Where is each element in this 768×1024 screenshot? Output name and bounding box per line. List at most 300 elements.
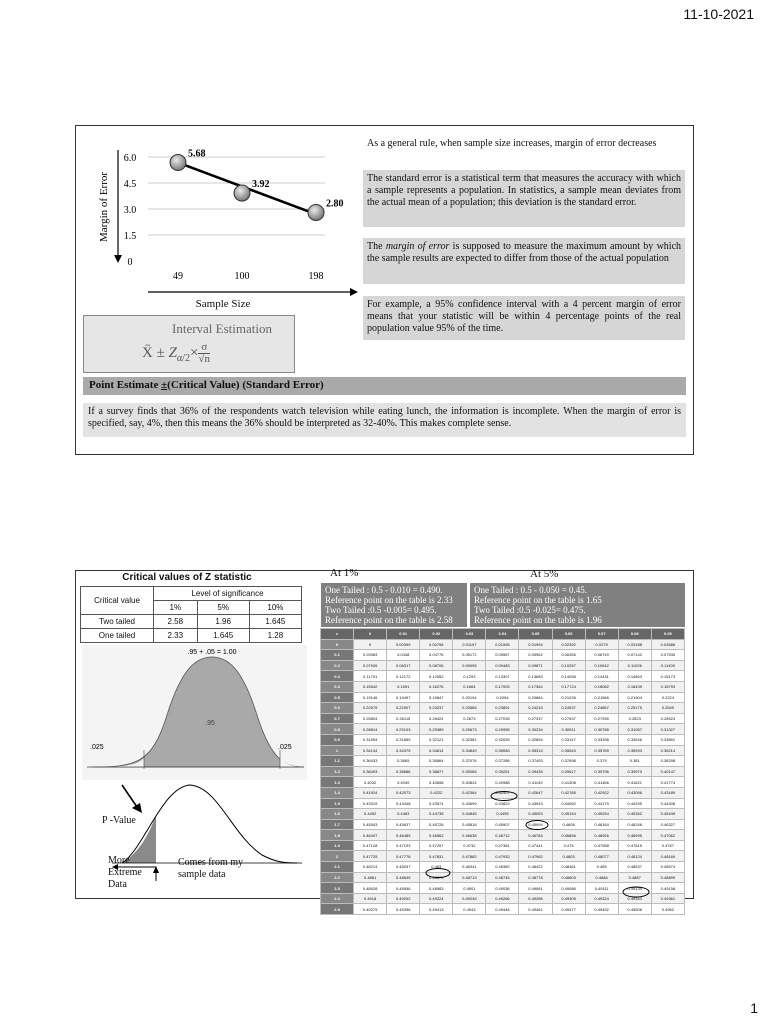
z-table-row-label: 0.5 — [321, 692, 354, 703]
z-table-cell: 0.0279 — [585, 639, 618, 650]
row-label: Two tailed — [81, 615, 154, 629]
y-tick-label: 3.0 — [123, 205, 137, 216]
z-table-cell: 0.48214 — [354, 862, 387, 873]
z-table-cell: 0.13307 — [486, 671, 519, 682]
z-table-cell: 0.34849 — [453, 745, 486, 756]
z-table-cell: 0.24537 — [552, 703, 585, 714]
z-table-cell: 0.12552 — [420, 671, 453, 682]
critical-values-table — [80, 586, 302, 643]
z-table-cell: 0.17003 — [486, 681, 519, 692]
z-table-row-label: 1.2 — [321, 766, 354, 777]
z-table-header-cell: 0.01 — [387, 629, 420, 640]
level-header: 5% — [197, 601, 249, 615]
z-table-cell: 0.38493 — [354, 766, 387, 777]
z-table-cell: 0.44062 — [552, 798, 585, 809]
level-header: 1% — [154, 601, 198, 615]
z-table-cell: 0.47882 — [453, 851, 486, 862]
z-table-header-cell: 0.09 — [651, 629, 684, 640]
z-table-cell: 0.4803 — [552, 851, 585, 862]
at-1-line: One Tailed : 0.5 - 0.010 = 0.490. — [325, 585, 443, 595]
z-table-cell: 0.32894 — [519, 734, 552, 745]
z-table-cell: 0.485 — [585, 862, 618, 873]
z-table-cell: 0.32381 — [453, 734, 486, 745]
z-table-row-label: 1.1 — [321, 756, 354, 767]
y-tick-label: 0 — [127, 257, 133, 268]
z-table-cell: 0.381 — [618, 756, 651, 767]
z-table-row-label: 1 — [321, 745, 354, 756]
z-table-cell: 0.49343 — [618, 893, 651, 904]
z-table-cell: 0.30234 — [519, 724, 552, 735]
z-table-cell: 0.4732 — [453, 840, 486, 851]
z-table-cell: 0.11409 — [651, 660, 684, 671]
z-table-cell: 0.46784 — [519, 830, 552, 841]
z-table-cell: 0.40988 — [486, 777, 519, 788]
formula-sqrt-n: √n — [198, 353, 210, 365]
z-table-row-label: 1.6 — [321, 809, 354, 820]
z-table-cell: 0.2224 — [651, 692, 684, 703]
formula-xbar: X̄ — [142, 344, 153, 361]
z-table-cell: 0.4901 — [453, 883, 486, 894]
z-table-cell: 0.4887 — [618, 872, 651, 883]
z-table-cell: 0.475 — [552, 840, 585, 851]
formula-pm: ± — [152, 344, 169, 361]
z-table-cell: 0.4884 — [585, 872, 618, 883]
z-table-cell: 0.47441 — [519, 840, 552, 851]
z-table-cell: 0.49086 — [552, 883, 585, 894]
z-table-row-label: 0.1 — [321, 650, 354, 661]
data-label: 2.80 — [326, 198, 344, 210]
z-table-cell: 0.41621 — [618, 777, 651, 788]
two-tailed-bell-curve — [82, 645, 307, 780]
z-table-cell: 0.07142 — [618, 650, 651, 661]
z-table-header-cell: 0.06 — [552, 629, 585, 640]
z-table-cell: 0.45637 — [387, 819, 420, 830]
z-table-cell: 0.34134 — [354, 745, 387, 756]
z-table-cell: 0.01994 — [519, 639, 552, 650]
crit-cell: 1.96 — [197, 615, 249, 629]
z-table-cell: 0.48983 — [420, 883, 453, 894]
y-axis-label: Margin of Error — [98, 171, 110, 243]
point-estimate-post: (Critical Value) (Standard Error) — [167, 379, 324, 391]
formula-fraction — [198, 342, 210, 365]
z-table-cell: 0.42073 — [387, 787, 420, 798]
z-table-cell: 0.40824 — [453, 777, 486, 788]
z-table-cell: 0.48645 — [387, 872, 420, 883]
z-table-cell: 0.45818 — [453, 819, 486, 830]
z-table-cell: 0.42647 — [519, 787, 552, 798]
margin-of-error-text — [363, 238, 685, 284]
z-table-cell: 0.4952 — [651, 904, 684, 915]
z-table-cell: 0.45449 — [651, 809, 684, 820]
z-table-cell: 0.27637 — [552, 713, 585, 724]
z-table-cell: 0.22907 — [387, 703, 420, 714]
z-table-cell: 0.45543 — [354, 819, 387, 830]
z-table-cell: 0.46995 — [618, 830, 651, 841]
data-label: 5.68 — [188, 148, 206, 160]
z-table-cell: 0.14431 — [585, 671, 618, 682]
z-table-cell: 0.09095 — [453, 660, 486, 671]
z-table-cell: 0.48124 — [618, 851, 651, 862]
z-table-cell: 0.49036 — [486, 883, 519, 894]
circle-0-4901 — [426, 869, 450, 878]
z-table-cell: 0.37698 — [552, 756, 585, 767]
z-table-cell: 0.48956 — [387, 883, 420, 894]
z-table-cell: 0.3665 — [387, 756, 420, 767]
z-table-cell: 0.28814 — [354, 724, 387, 735]
y-tick-label: 4.5 — [123, 179, 137, 190]
at-5-line: Two Tailed :0.5 -0.025= 0.475. — [474, 605, 586, 615]
z-table-cell: 0.44845 — [453, 809, 486, 820]
z-table-cell: 0.03983 — [354, 650, 387, 661]
z-table-cell: 0.39617 — [552, 766, 585, 777]
z-table-cell: 0.44408 — [651, 798, 684, 809]
bell-left-tail-label: .025 — [90, 744, 104, 751]
z-table-cell: 0.06749 — [585, 650, 618, 661]
z-table-cell: 0.49361 — [651, 893, 684, 904]
z-table-cell: 0.49379 — [354, 904, 387, 915]
circle-0-49506 — [623, 887, 649, 897]
point-estimate-pm: ± — [161, 379, 168, 391]
z-table-row-label: 2 — [321, 851, 354, 862]
point-estimate-pre: Point Estimate — [89, 379, 162, 391]
z-table-cell: 0.29673 — [453, 724, 486, 735]
z-table-cell: 0.28524 — [651, 713, 684, 724]
z-table-cell: 0.33646 — [618, 734, 651, 745]
z-table-cell: 0.01197 — [453, 639, 486, 650]
z-table-cell: 0.40147 — [651, 766, 684, 777]
interval-estimation-box — [83, 315, 295, 373]
y-tick-label: 6.0 — [123, 153, 137, 164]
z-table-cell: 0.09483 — [486, 660, 519, 671]
z-table-cell: 0.38298 — [651, 756, 684, 767]
z-table-cell: 0.41466 — [585, 777, 618, 788]
z-table-header-cell: 0.08 — [618, 629, 651, 640]
z-table-cell: 0.49286 — [519, 893, 552, 904]
z-table-cell: 0.00399 — [387, 639, 420, 650]
z-table-cell: 0.37493 — [519, 756, 552, 767]
z-table-cell: 0.48679 — [420, 872, 453, 883]
y-tick-label: 1.5 — [123, 231, 137, 242]
z-table-row-label: 0.4 — [321, 681, 354, 692]
z-table-cell: 0.12172 — [387, 671, 420, 682]
z-table-cell: 0.00798 — [420, 639, 453, 650]
z-table-row-label: 0.6 — [321, 703, 354, 714]
z-table-cell: 0.45154 — [552, 809, 585, 820]
formula-subscript: α/2 — [176, 352, 190, 364]
z-table-header-cell: 0.02 — [420, 629, 453, 640]
z-table-cell: 0.48461 — [552, 862, 585, 873]
z-table-cell: 0.25804 — [354, 713, 387, 724]
y-axis-arrowhead — [114, 255, 122, 263]
data-point — [308, 204, 324, 220]
z-table-cell: 0.46327 — [651, 819, 684, 830]
data-label: 3.92 — [252, 179, 270, 191]
z-table-cell: 0.44295 — [618, 798, 651, 809]
z-table-cell: 0.4943 — [453, 904, 486, 915]
z-table-cell: 0.32121 — [420, 734, 453, 745]
z-table-cell: 0.26115 — [387, 713, 420, 724]
circle-0-475 — [526, 821, 548, 830]
bell-top-label: .95 + .05 = 1.00 — [187, 649, 237, 656]
z-table-cell: 0.05962 — [519, 650, 552, 661]
z-table-cell: 0.49413 — [420, 904, 453, 915]
z-table-cell: 0.49446 — [486, 904, 519, 915]
x-tick-label: 100 — [234, 271, 250, 282]
z-table-cell: 0.4608 — [552, 819, 585, 830]
p-value-pointer-arrow — [122, 785, 137, 807]
z-table-cell: 0.27337 — [519, 713, 552, 724]
z-table-header-cell: 0.03 — [453, 629, 486, 640]
z-table-cell: 0.18439 — [618, 681, 651, 692]
z-table-cell: 0.35083 — [486, 745, 519, 756]
crit-cell: 1.645 — [249, 615, 301, 629]
crit-cell: 1.28 — [249, 629, 301, 643]
z-table-cell: 0.42922 — [585, 787, 618, 798]
z-table-cell: 0.18082 — [585, 681, 618, 692]
z-table-cell: 0.45994 — [519, 819, 552, 830]
moe-text-post: is supposed to measure the maximum amount by which the sample results are expected to differ from those of the actual population — [367, 241, 682, 264]
z-table-cell: 0.11791 — [354, 671, 387, 682]
z-table-cell: 0.18793 — [651, 681, 684, 692]
z-table-cell: 0.483 — [420, 862, 453, 873]
z-table-cell: 0.20194 — [453, 692, 486, 703]
z-table-header-cell: 0.04 — [486, 629, 519, 640]
z-table-cell: 0.16276 — [420, 681, 453, 692]
data-point — [170, 155, 186, 171]
z-table-cell: 0.43943 — [519, 798, 552, 809]
z-table-cell: 0.02392 — [552, 639, 585, 650]
more-extreme-label: More Extreme Data — [108, 855, 142, 890]
z-table-cell: 0.4049 — [387, 777, 420, 788]
z-table-cell: 0.47982 — [519, 851, 552, 862]
critical-value-header: Critical value — [81, 587, 154, 615]
z-table-cell: 0.30511 — [552, 724, 585, 735]
formula-sigma: σ — [198, 342, 210, 354]
z-table-cell: 0.49266 — [486, 893, 519, 904]
z-table-cell: 0.17724 — [552, 681, 585, 692]
z-table-cell: 0.49202 — [387, 893, 420, 904]
z-table-cell: 0.34614 — [420, 745, 453, 756]
z-table-cell: 0.10642 — [585, 660, 618, 671]
z-table-cell: 0.48809 — [552, 872, 585, 883]
z-table-cell: 0.36433 — [354, 756, 387, 767]
z-table-cell: 0.48382 — [486, 862, 519, 873]
z-table-cell: 0.1664 — [453, 681, 486, 692]
z-table-cell: 0.4495 — [486, 809, 519, 820]
z-table-cell: 0.45254 — [585, 809, 618, 820]
moe-text-term: margin of error — [385, 241, 450, 252]
z-table-cell: 0.379 — [585, 756, 618, 767]
z-table-cell: 0.41774 — [651, 777, 684, 788]
at-1-percent-heading: At 1% — [330, 567, 359, 579]
z-table-cell: 0.45728 — [420, 819, 453, 830]
z-table-cell: 0.21904 — [618, 692, 651, 703]
z-table-cell: 0.42364 — [453, 787, 486, 798]
z-table-cell: 0.19146 — [354, 692, 387, 703]
z-table-cell: 0.46164 — [585, 819, 618, 830]
z-table-cell: 0.48745 — [486, 872, 519, 883]
z-table-cell: 0.43822 — [486, 798, 519, 809]
z-table-cell: 0.39065 — [453, 766, 486, 777]
z-table-cell: 0.49506 — [618, 904, 651, 915]
z-table-cell: 0.31057 — [618, 724, 651, 735]
z-table-cell: 0.46562 — [420, 830, 453, 841]
z-table-cell: 0.38686 — [387, 766, 420, 777]
z-table-cell: 0.35543 — [552, 745, 585, 756]
z-table-cell: 0.49158 — [651, 883, 684, 894]
z-table-cell: 0.40658 — [420, 777, 453, 788]
z-table-cell: 0.33891 — [651, 734, 684, 745]
z-table-cell: 0.07926 — [354, 660, 387, 671]
z-table-cell: 0.4222 — [420, 787, 453, 798]
page-number: 1 — [750, 1000, 758, 1016]
z-table-cell: 0.14803 — [618, 671, 651, 682]
z-table-row-label: 1.3 — [321, 777, 354, 788]
z-table-cell: 0.43056 — [618, 787, 651, 798]
z-table-cell: 0.14058 — [552, 671, 585, 682]
crit-cell: 2.33 — [154, 629, 198, 643]
z-table-cell: 0.08706 — [420, 660, 453, 671]
z-table-cell: 0.35993 — [618, 745, 651, 756]
trend-line — [178, 163, 322, 217]
z-table-cell: 0.41924 — [354, 787, 387, 798]
z-table-row — [321, 904, 685, 915]
z-table-cell: 0.39973 — [618, 766, 651, 777]
at-1-line: Two Tailed :0.5 -0.005= 0.495. — [325, 605, 437, 615]
point-estimate-bar — [83, 377, 686, 395]
z-table-row-label: 2.5 — [321, 904, 354, 915]
page-date: 11-10-2021 — [683, 6, 754, 22]
z-table-cell: 0.37076 — [453, 756, 486, 767]
z-table-row-label: 0 — [321, 639, 354, 650]
z-table-cell: 0.47381 — [486, 840, 519, 851]
z-table-cell: 0.48169 — [651, 851, 684, 862]
at-1-percent-box — [321, 583, 467, 627]
z-table-header-cell: 0.07 — [585, 629, 618, 640]
z-table-row-label: 2.1 — [321, 862, 354, 873]
confidence-interval-example-text: For example, a 95% confidence interval with a 4 percent margin of error means that your statistic will be within 4 percentage points of the real population value 95% of the time. — [363, 296, 685, 340]
z-table-cell: 0.35314 — [519, 745, 552, 756]
z-table-row-label: 2.3 — [321, 883, 354, 894]
z-table-cell: 0.1591 — [387, 681, 420, 692]
z-table-cell: 0.15542 — [354, 681, 387, 692]
z-table-cell: 0.47725 — [354, 851, 387, 862]
z-table-cell: 0.38877 — [420, 766, 453, 777]
z-table-header-cell: z — [321, 629, 354, 640]
z-table-cell: 0.41149 — [519, 777, 552, 788]
z-table-cell: 0.43699 — [453, 798, 486, 809]
z-table-cell: 0.07535 — [651, 650, 684, 661]
z-table-row-label: 1.4 — [321, 787, 354, 798]
z-table-cell: 0.44738 — [420, 809, 453, 820]
z-table-cell: 0.45907 — [486, 819, 519, 830]
z-table-cell: 0.46246 — [618, 819, 651, 830]
z-table-cell: 0.4767 — [651, 840, 684, 851]
x-tick-label: 198 — [308, 271, 324, 282]
z-table-cell: 0.46638 — [453, 830, 486, 841]
z-table-cell: 0.10257 — [552, 660, 585, 671]
x-axis-label: Sample Size — [195, 298, 251, 310]
z-table-cell: 0.24857 — [585, 703, 618, 714]
z-table-cell: 0.01595 — [486, 639, 519, 650]
z-table-cell: 0.33147 — [552, 734, 585, 745]
z-table-cell: 0.46856 — [552, 830, 585, 841]
z-table-cell: 0.49245 — [453, 893, 486, 904]
z-table-cell: 0.35769 — [585, 745, 618, 756]
z-table-cell: 0.42507 — [486, 787, 519, 798]
x-axis-arrowhead — [350, 288, 358, 296]
z-table-cell: 0.19847 — [420, 692, 453, 703]
z-table-header-cell: 0 — [354, 629, 387, 640]
level-of-significance-header: Level of significance — [154, 587, 302, 601]
formula-times: × — [189, 344, 199, 361]
z-table-cell: 0.4032 — [354, 777, 387, 788]
z-table-row-label: 0.9 — [321, 734, 354, 745]
z-table-cell: 0.27935 — [585, 713, 618, 724]
z-table-cell: 0.1293 — [453, 671, 486, 682]
z-table-cell: 0.43189 — [651, 787, 684, 798]
z-table-cell: 0.17364 — [519, 681, 552, 692]
z-table-cell: 0.15173 — [651, 671, 684, 682]
data-point — [234, 185, 250, 201]
z-table-cell: 0.47831 — [420, 851, 453, 862]
p-value-pointer-arrowhead — [132, 803, 142, 813]
z-table-cell: 0.27035 — [486, 713, 519, 724]
z-table-cell: 0.39435 — [519, 766, 552, 777]
z-table-annotations — [320, 628, 686, 900]
z-table-cell: 0.32639 — [486, 734, 519, 745]
z-table-cell: 0.2823 — [618, 713, 651, 724]
z-table-cell: 0.49396 — [387, 904, 420, 915]
sample-size-rule-text: As a general rule, when sample size increases, margin of error decreases — [363, 135, 685, 165]
z-table-cell: 0.22575 — [354, 703, 387, 714]
crit-cell: 2.58 — [154, 615, 198, 629]
z-table-row-label: 2.2 — [321, 872, 354, 883]
standard-error-text: The standard error is a statistical term that measures the accuracy with which a sample represents a population. In statistics, a sample mean deviates from the actual mean of a population; this deviation is the standard error. — [363, 170, 685, 227]
at-1-line: Reference point on the table is 2.33 — [325, 595, 453, 605]
z-table-row-label: 0.7 — [321, 713, 354, 724]
z-table-cell: 0.49305 — [552, 893, 585, 904]
z-table-cell: 0.2054 — [486, 692, 519, 703]
z-table-cell: 0.36214 — [651, 745, 684, 756]
z-table-cell: 0.05172 — [453, 650, 486, 661]
interval-formula — [142, 342, 210, 365]
z-table-cell: 0.44179 — [585, 798, 618, 809]
z-table-cell: 0.19497 — [387, 692, 420, 703]
z-table-cell: 0.49061 — [519, 883, 552, 894]
z-table-cell: 0.31327 — [651, 724, 684, 735]
z-table-cell: 0.48713 — [453, 872, 486, 883]
margin-of-error-chart — [90, 135, 360, 315]
z-table-cell: 0.29389 — [420, 724, 453, 735]
z-table-cell: 0.23237 — [420, 703, 453, 714]
z-table-cell: 0.43448 — [387, 798, 420, 809]
bell-right-tail-label: .025 — [278, 744, 292, 751]
row-label: One tailed — [81, 629, 154, 643]
bell-center-label: .95 — [205, 720, 215, 727]
z-table-cell: 0.04776 — [420, 650, 453, 661]
critical-values-title: Critical values of Z statistic — [122, 572, 252, 583]
at-5-line: Reference point on the table is 1.96 — [474, 615, 602, 625]
z-table-cell: 0.21566 — [585, 692, 618, 703]
z-table-cell: 0.48928 — [354, 883, 387, 894]
z-table-cell: 0.36864 — [420, 756, 453, 767]
z-table-cell: 0.0438 — [387, 650, 420, 661]
z-table-cell: 0.06356 — [552, 650, 585, 661]
z-table-row-label: 0.2 — [321, 660, 354, 671]
z-table-cell: 0.29955 — [486, 724, 519, 735]
z-table-cell: 0.29103 — [387, 724, 420, 735]
